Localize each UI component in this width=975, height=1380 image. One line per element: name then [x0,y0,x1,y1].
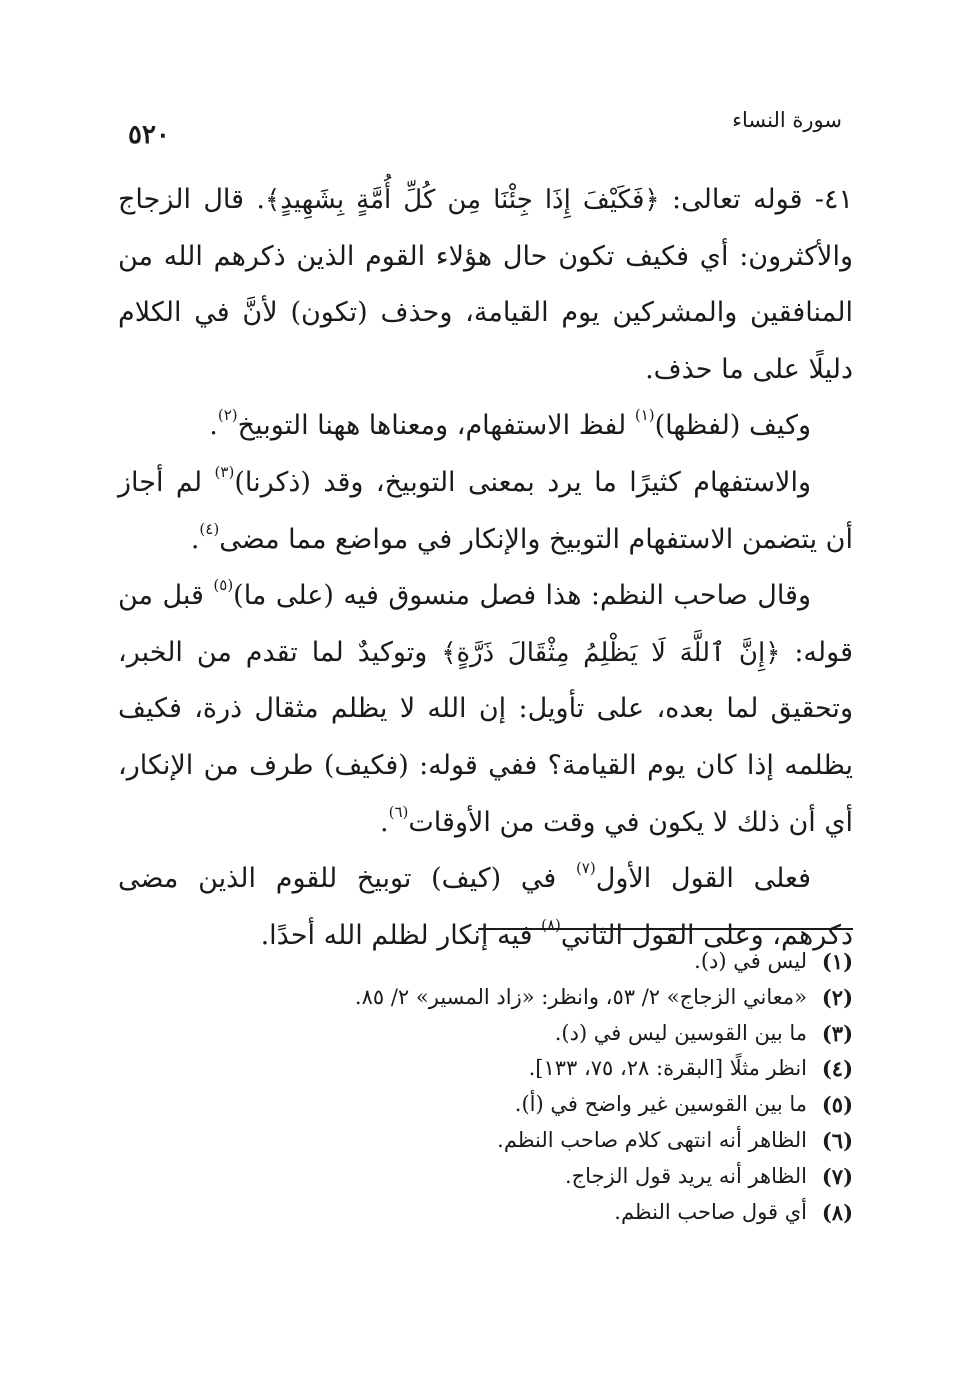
footnote-separator [478,928,853,930]
text-run: . [380,806,389,838]
quran-verse: ﴿إِنَّ ٱللَّهَ لَا يَظْلِمُ مِثْقَالَ ذَرَّةٍ﴾ [441,637,781,668]
text-run: فيه إنكار لظلم الله أحدًا. [260,919,542,951]
footnote-ref-2[interactable]: (٢) [217,406,238,425]
footnote-ref-5[interactable]: (٥) [213,576,234,595]
footnote-number: (٦) [821,1127,853,1153]
paragraph-verse-41 [118,172,853,398]
page-number: ٥٢٠ [128,120,170,150]
footnote-ref-6[interactable]: (٦) [388,802,409,821]
text-run: . [190,523,200,555]
paragraph-kayfa [118,398,853,455]
footnote-ref-1[interactable]: (١) [634,406,655,425]
footnote-item [118,1195,853,1231]
footnote-item [118,1016,853,1052]
footnote-number: (١) [821,949,853,974]
footnote-text: الظاهر أنه انتهى كلام صاحب النظم. [497,1127,807,1152]
footnotes-list [118,944,853,1230]
footnote-text: ما بين القوسين غير واضح في (أ). [514,1092,807,1117]
footnote-ref-3[interactable]: (٣) [214,462,235,481]
footnote-text: «معاني الزجاج» ٢/ ٥٣، وانظر: «زاد المسير» ٢/ ٨٥. [354,984,807,1009]
text-run: ٤١- قوله تعالى: [659,184,853,215]
footnote-number: (٨) [821,1199,853,1225]
text-run: فعلى القول الأول [595,863,811,895]
text-run: وكيف (لفظها) [654,410,811,442]
footnote-item [118,1087,853,1123]
text-run: وتوكيدٌ لما تقدم من الخبر، وتحقيق لما بعده، على تأويل: إن الله لا يظلم مثقال ذرة، فكيف يظلمه إذا كان يوم القيامة؟ ففي قوله: (فكيف) طرف من الإنكار، أي أن ذلك لا يكون في وقت من الأوقات [118,636,853,838]
footnote-item [118,1159,853,1195]
text-run: لفظ الاستفهام، ومعناها ههنا التوبيخ [237,410,635,442]
footnote-item [118,1123,853,1159]
footnote-text: الظاهر أنه يريد قول الزجاج. [564,1163,807,1188]
quran-verse: ﴿فَكَيْفَ إِذَا جِئْنَا مِن كُلِّ أُمَّةٍ بِشَهِيدٍ﴾ [265,185,660,215]
text-run: قبل من قوله: [118,580,853,668]
footnote-text: ليس في (د). [694,949,807,973]
footnote-item [118,1051,853,1087]
text-run: . [209,410,218,442]
text-run: في (كيف) توبيخ للقوم الذين مضى ذكرهم، وعلى القول الثاني [118,863,853,951]
text-run: وقال صاحب النظم: هذا فصل منسوق فيه (على ما) [233,580,811,612]
main-text [118,172,853,964]
footnote-number: (٣) [821,1020,853,1046]
footnote-text: أي قول صاحب النظم. [614,1199,807,1224]
footnote-number: (٤) [821,1056,853,1082]
surah-name: سورة النساء [732,108,842,132]
paragraph-sahib-al-nazm [118,568,853,851]
footnote-item [118,980,853,1016]
footnote-text: انظر مثلًا [البقرة: ٢٨، ٧٥، ١٣٣]. [528,1056,807,1081]
footnote-ref-7[interactable]: (٧) [575,859,596,878]
page-header [120,108,850,152]
paragraph-istifham [118,455,853,568]
text-run: . قال الزجاج والأكثرون: أي فكيف تكون حال هؤلاء القوم الذين ذكرهم الله من المنافقين والمشركين يوم القيامة، وحذف (تكون) لأنَّ في الكلام دليلًا على ما حذف. [118,184,853,385]
footnote-text: ما بين القوسين ليس في (د). [554,1020,807,1045]
footnote-ref-4[interactable]: (٤) [199,519,220,538]
footnote-number: (٧) [821,1163,853,1189]
footnote-item [118,944,853,980]
text-run: والاستفهام كثيرًا ما يرد بمعنى التوبيخ، وقد (ذكرنا) [234,466,811,498]
footnote-ref-8[interactable]: (٨) [541,915,561,934]
text-run: لم أجاز أن يتضمن الاستفهام التوبيخ والإنكار في مواضع مما مضى [118,466,853,555]
footnote-number: (٢) [821,984,853,1010]
footnote-number: (٥) [821,1092,853,1118]
